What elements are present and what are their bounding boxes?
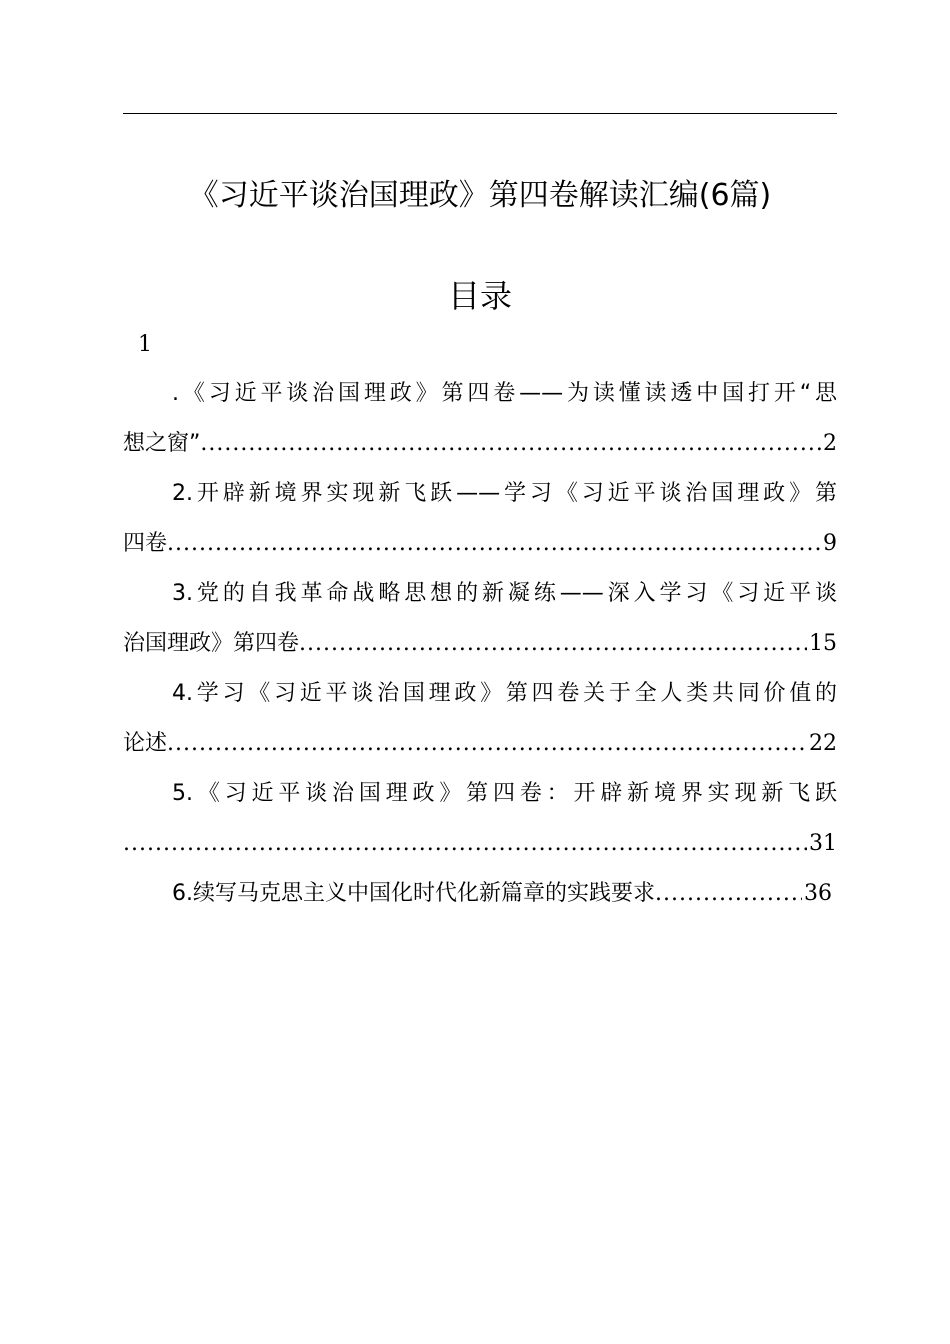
dot-leader bbox=[123, 819, 807, 869]
toc-page-number: 31 bbox=[809, 831, 837, 856]
toc-entry-title: 6.续写马克思主义中国化时代化新篇章的实践要求 bbox=[172, 881, 655, 906]
toc-entry-title-cont: 论述 bbox=[123, 731, 168, 756]
toc-entry-title: 3.党的自我革命战略思想的新凝练——深入学习《习近平谈 bbox=[172, 581, 837, 606]
toc-entry-title: .《习近平谈治国理政》第四卷——为读懂读透中国打开“思 bbox=[172, 381, 837, 406]
header-rule bbox=[123, 113, 837, 114]
dot-leader bbox=[167, 519, 821, 569]
toc-entry-title-cont: 四卷 bbox=[123, 531, 168, 556]
toc-entry-title-cont: 治国理政》第四卷 bbox=[123, 631, 300, 656]
toc-entry-4[interactable] bbox=[123, 669, 837, 769]
toc-entry-title: 4.学习《习近平谈治国理政》第四卷关于全人类共同价值的 bbox=[172, 681, 837, 706]
toc-entry-3[interactable] bbox=[123, 569, 837, 669]
dot-leader bbox=[167, 719, 807, 769]
toc-page-number: 15 bbox=[809, 631, 837, 656]
toc-entry-leader-line bbox=[123, 519, 837, 569]
toc-entry-leader-line bbox=[123, 419, 837, 469]
toc-entry-leader-line bbox=[123, 619, 837, 669]
dot-leader bbox=[655, 869, 802, 919]
dot-leader bbox=[200, 419, 821, 469]
toc-entry-2[interactable] bbox=[123, 469, 837, 569]
toc-entry-6[interactable] bbox=[123, 869, 837, 919]
toc-entry-title-cont: 想之窗” bbox=[123, 431, 201, 456]
toc-entry-leader-line bbox=[123, 719, 837, 769]
toc-entry-5[interactable] bbox=[123, 769, 837, 869]
toc-page-number: 36 bbox=[804, 881, 832, 906]
stray-number: 1 bbox=[138, 332, 152, 357]
toc-page-number: 2 bbox=[823, 431, 837, 456]
toc-entry-1[interactable] bbox=[123, 369, 837, 469]
table-of-contents bbox=[123, 369, 837, 919]
dot-leader bbox=[299, 619, 807, 669]
toc-entry-title: 5.《习近平谈治国理政》第四卷：开辟新境界实现新飞跃 bbox=[172, 781, 837, 806]
toc-entry-leader-line bbox=[123, 819, 837, 869]
document-title: 《习近平谈治国理政》第四卷解读汇编(6篇) bbox=[188, 178, 772, 213]
toc-entry-title: 2.开辟新境界实现新飞跃——学习《习近平谈治国理政》第 bbox=[172, 481, 837, 506]
toc-heading: 目录 bbox=[447, 277, 512, 315]
toc-page-number: 22 bbox=[809, 731, 837, 756]
toc-page-number: 9 bbox=[823, 531, 837, 556]
toc-entry-leader-line bbox=[123, 869, 832, 919]
